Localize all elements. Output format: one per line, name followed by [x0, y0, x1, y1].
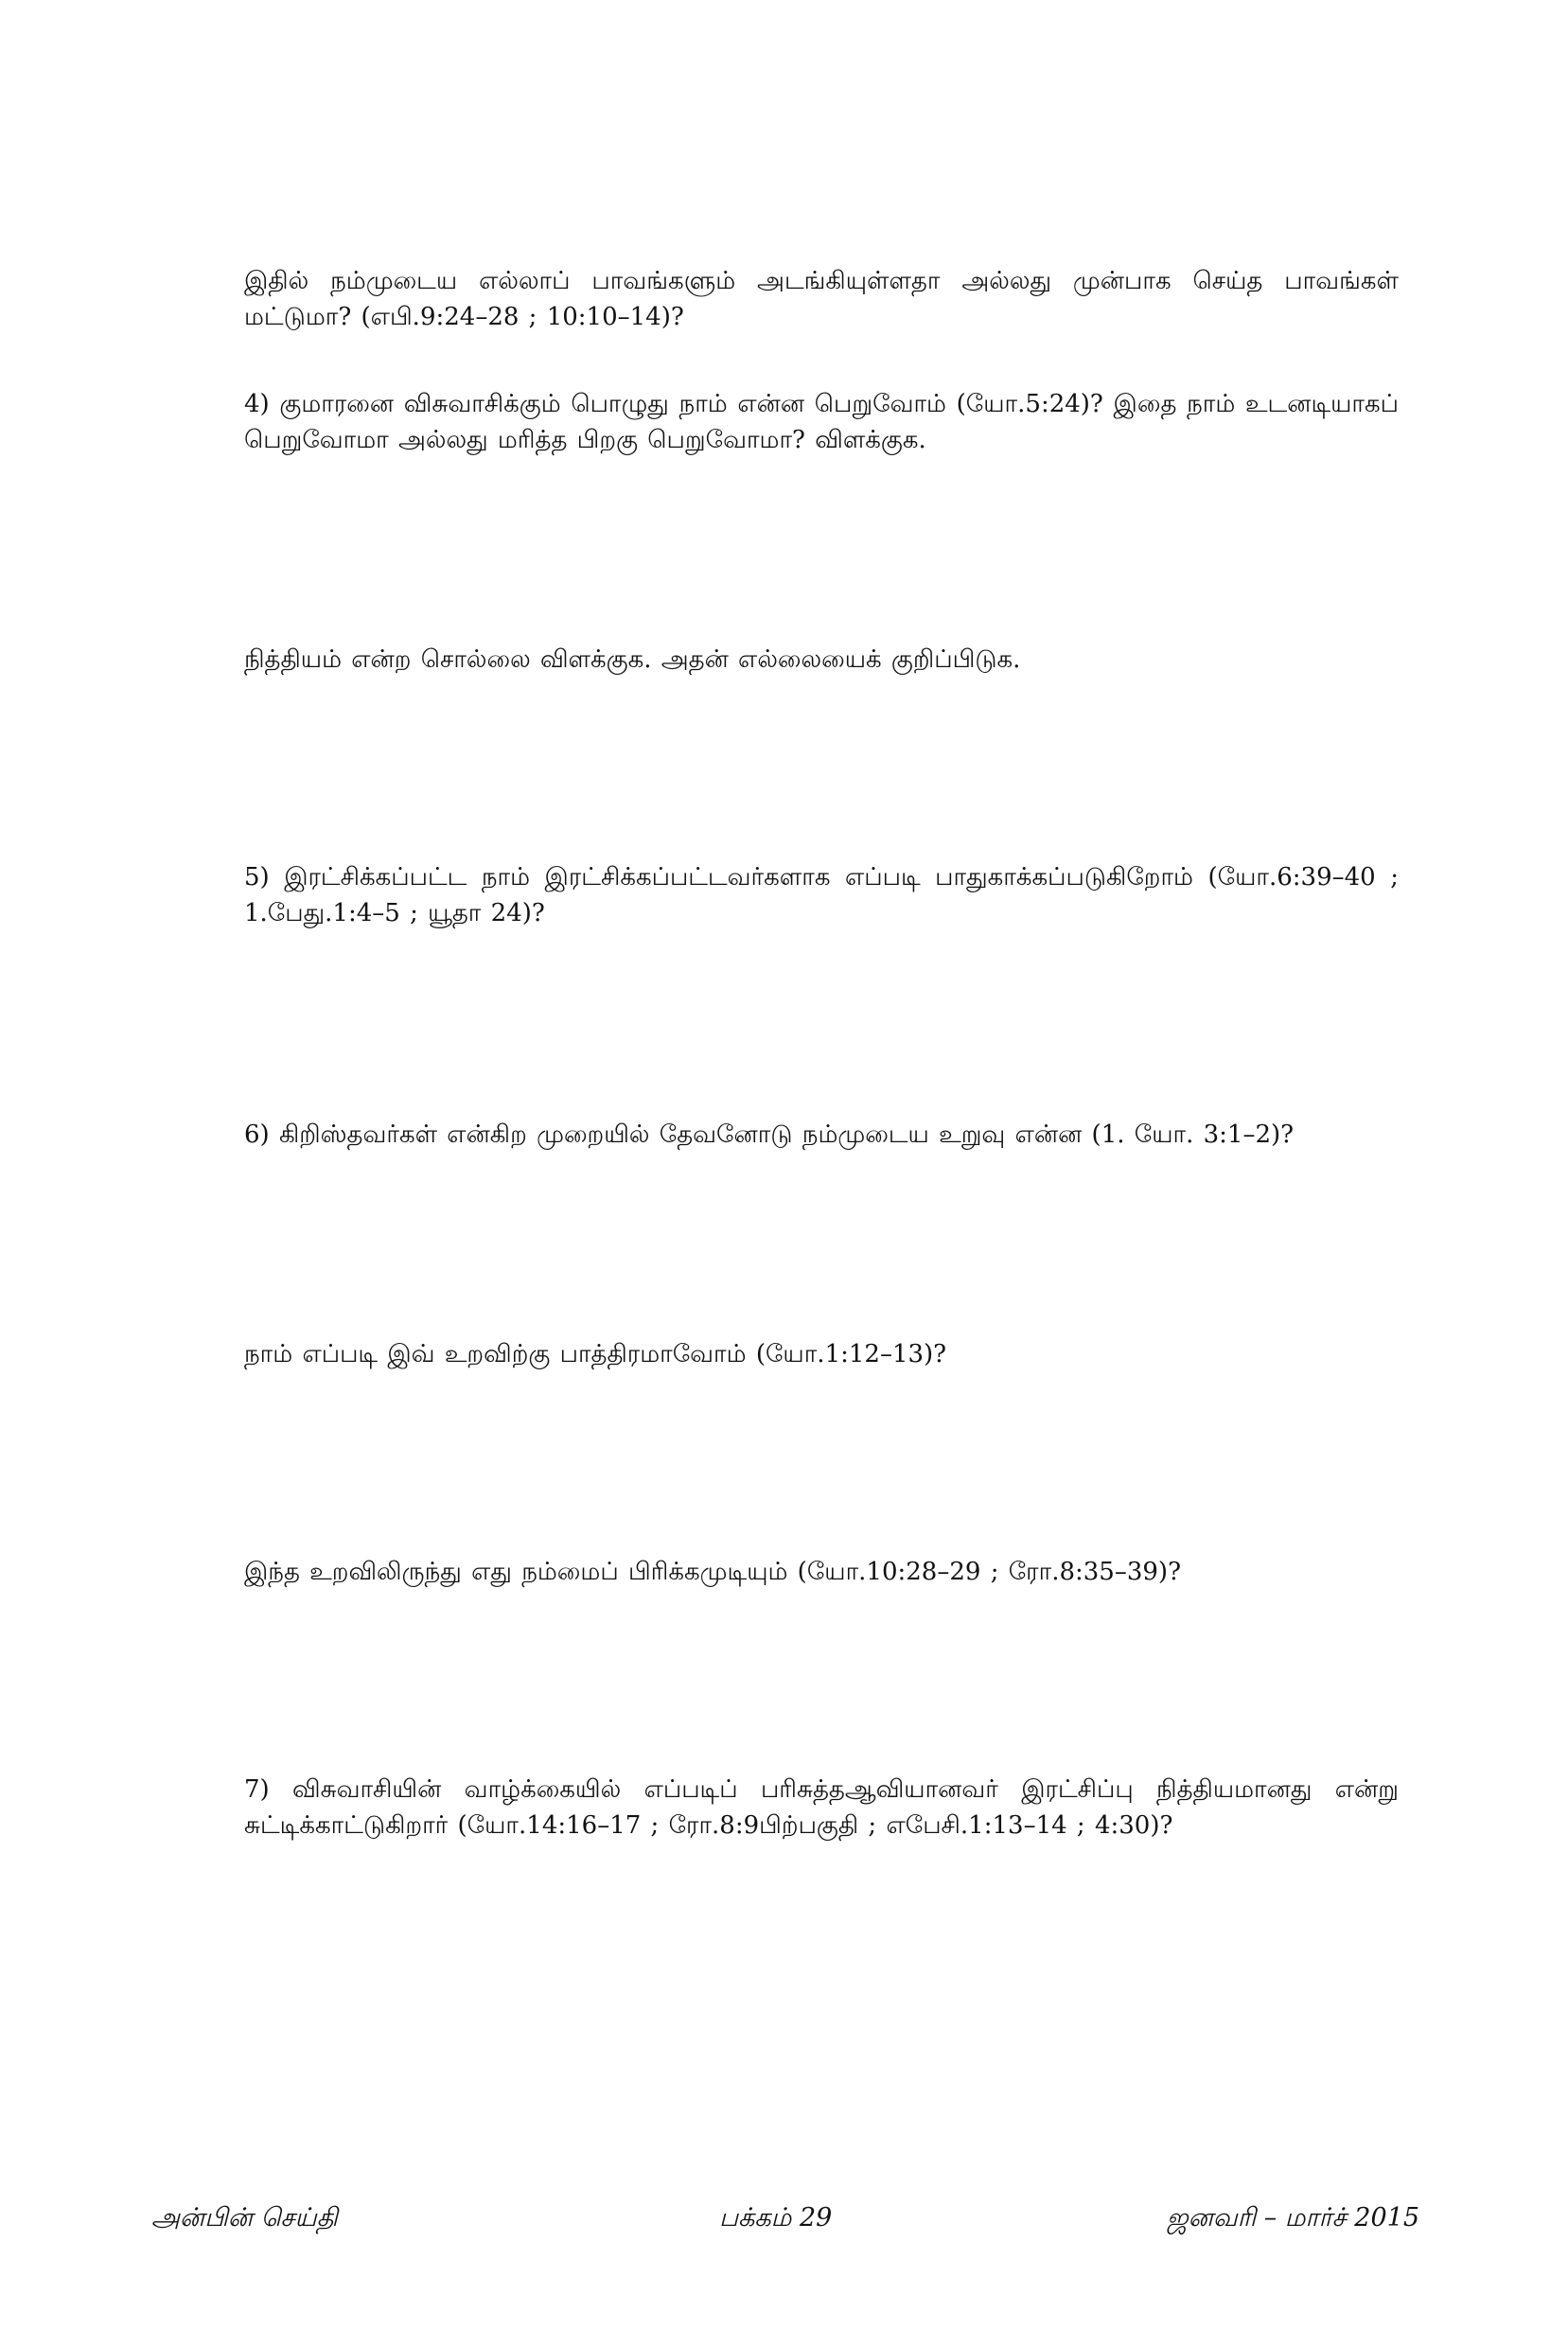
paragraph-question-4-eternity: நித்தியம் என்ற சொல்லை விளக்குக. அதன் எல்லையைக் குறிப்பிடுக. — [244, 645, 1021, 674]
paragraph-question-7: 7) விசுவாசியின் வாழ்க்கையில் எப்படிப் பரிசுத்தஆவியானவர் இரட்சிப்பு நித்தியமானது என்று சுட்டிக்காட்டுகிறார் (யோ.14:16–17 ; ரோ.8:9பிற்பகுதி ; எபேசி.1:13–14 ; 4:30)? — [244, 1775, 1399, 1840]
paragraph-question-6-separate: இந்த உறவிலிருந்து எது நம்மைப் பிரிக்கமுடியும் (யோ.10:28–29 ; ரோ.8:35–39)? — [244, 1558, 1182, 1586]
page-footer — [151, 2203, 1419, 2245]
paragraph-question-6: 6) கிறிஸ்தவர்கள் என்கிற முறையில் தேவனோடு நம்முடைய உறுவு என்ன (1. யோ. 3:1–2)? — [244, 1121, 1295, 1149]
paragraph-question-6-worthy: நாம் எப்படி இவ் உறவிற்கு பாத்திரமாவோம் (யோ.1:12–13)? — [244, 1340, 947, 1368]
footer-issue-date: ஜனவரி – மார்ச் 2015 — [1167, 2203, 1419, 2232]
paragraph-question-5: 5) இரட்சிக்கப்பட்ட நாம் இரட்சிக்கப்பட்டவர்களாக எப்படி பாதுகாக்கப்படுகிறோம் (யோ.6:39–40 ; 1.பேது.1:4–5 ; யூதா 24)? — [244, 863, 1399, 927]
footer-publication-title: அன்பின் செய்தி — [151, 2203, 338, 2232]
footer-page-number: பக்கம் 29 — [719, 2203, 833, 2232]
paragraph-question-4: 4) குமாரனை விசுவாசிக்கும் பொழுது நாம் என்ன பெறுவோம் (யோ.5:24)? இதை நாம் உடனடியாகப் பெறுவோமா அல்லது மரித்த பிறகு பெறுவோமா? விளக்குக. — [244, 390, 1399, 454]
paragraph-question-3-continuation: இதில் நம்முடைய எல்லாப் பாவங்களும் அடங்கியுள்ளதா அல்லது முன்பாக செய்த பாவங்கள் மட்டுமா? (எபி.9:24–28 ; 10:10–14)? — [244, 267, 1399, 331]
